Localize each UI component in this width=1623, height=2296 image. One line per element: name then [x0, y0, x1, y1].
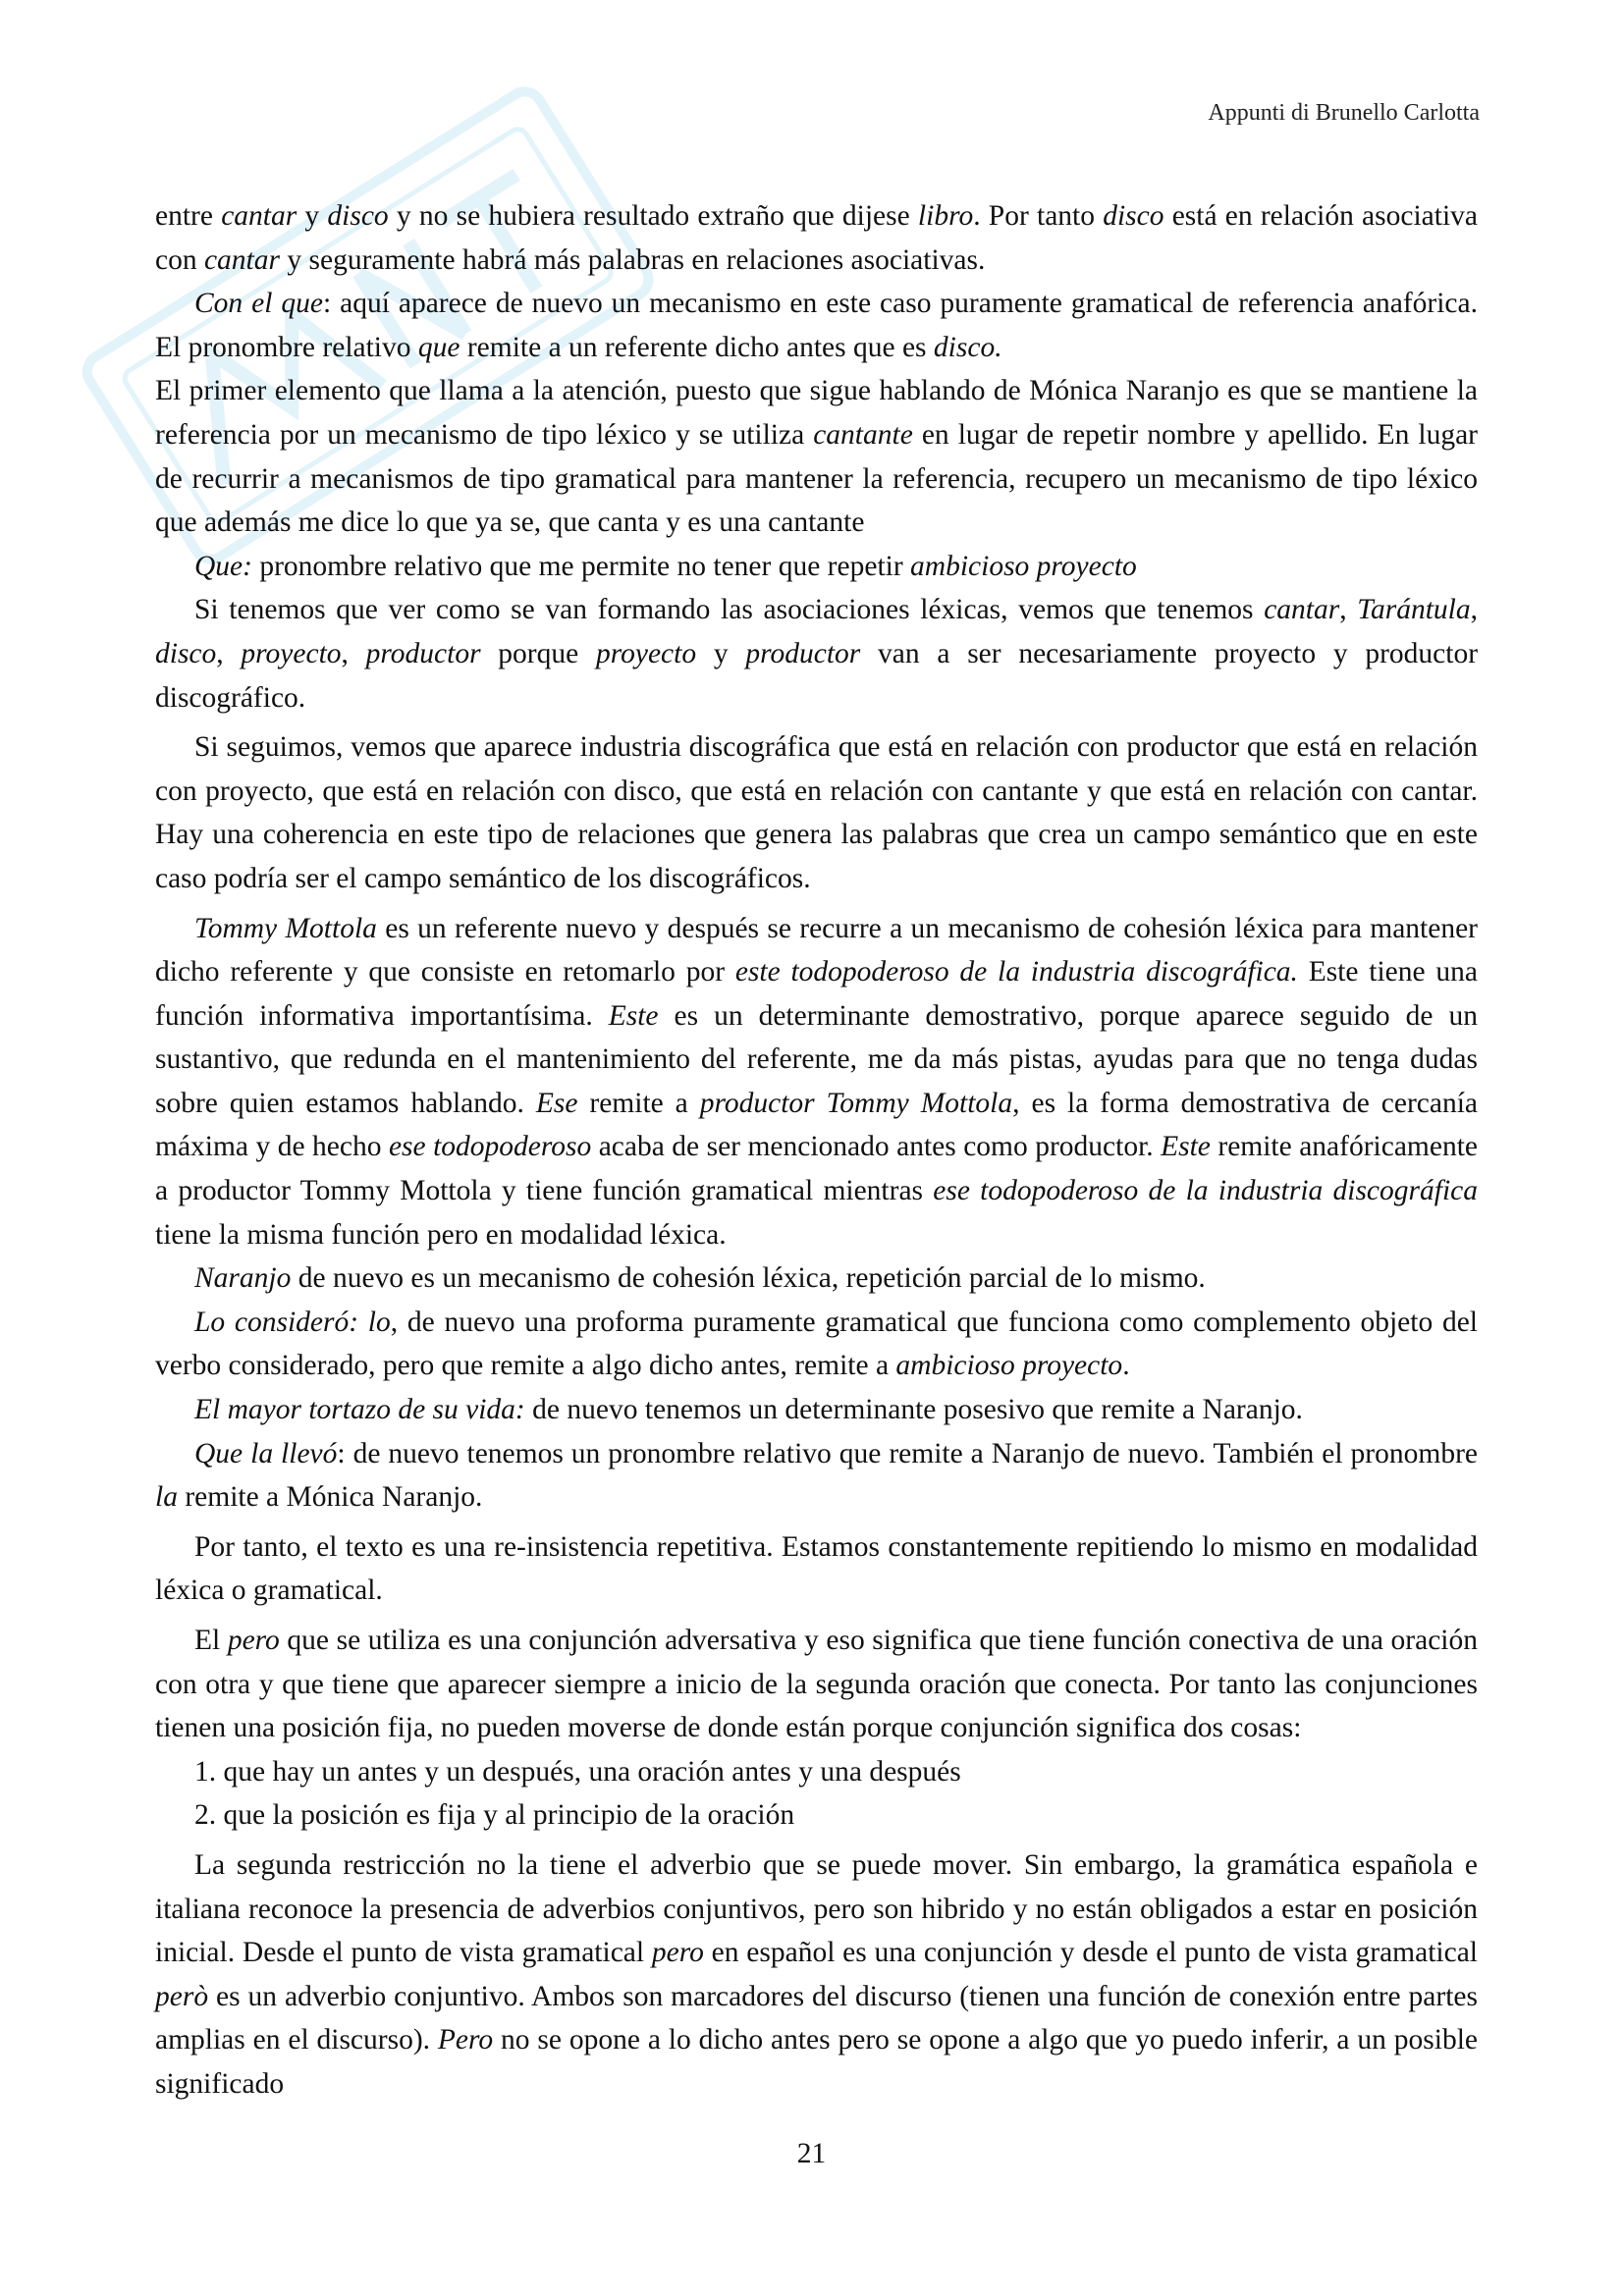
text-run: Si seguimos, vemos que aparece industria discográfica que está en relación con productor que está en relación con proyecto, que está en relación con disco, que está en relación con cantante y que está en relación con cantar. Hay una coherencia en este tipo de relaciones que genera las palabras que crea un campo semántico que en este caso podría ser el campo semántico de los discográficos.	[155, 731, 1478, 894]
text-run: está en relación asociativa con	[155, 200, 1478, 276]
paragraph	[155, 588, 1478, 720]
text-run: ,	[341, 637, 366, 669]
text-run: El primer elemento que llama a la atención, puesto que sigue hablando de Mónica Naranjo es que se mantiene la referencia por un mecanismo de tipo léxico y se utiliza	[155, 375, 1478, 451]
italic-term: Pero	[437, 2024, 494, 2056]
text-run: remite a Mónica Naranjo.	[177, 1481, 483, 1514]
paragraph	[155, 194, 1478, 282]
paragraph	[155, 282, 1478, 369]
text-run: no se opone a lo dicho antes pero se opone a algo que yo puedo inferir, a un posible significado	[155, 2024, 1478, 2100]
italic-term: ambicioso proyecto	[910, 550, 1137, 582]
italic-term: ese todopoderoso de la industria discográfica	[933, 1175, 1478, 1207]
text-run: y no se hubiera resultado extraño que dijese	[388, 200, 918, 232]
text-run: porque	[480, 637, 596, 669]
italic-term: productor	[745, 637, 861, 669]
italic-term: però	[155, 1980, 209, 2012]
italic-term: la	[155, 1481, 178, 1514]
italic-term: Tommy Mottola	[194, 912, 377, 944]
text-run: acaba de ser mencionado antes como productor.	[591, 1131, 1162, 1163]
text-run: es un determinante demostrativo, porque aparece seguido de un sustantivo, que redunda en el mantenimiento del referente, me da más pistas, ayudas para que no tenga dudas sobre quien estamos hablando.	[155, 999, 1478, 1119]
running-header: Appunti di Brunello Carlotta	[1208, 100, 1480, 126]
italic-term: cantar	[1264, 594, 1340, 626]
text-run: en español es una conjunción y desde el punto de vista gramatical	[703, 1937, 1478, 1969]
italic-term: Naranjo	[194, 1262, 292, 1295]
text-run: ,	[1470, 594, 1478, 626]
paragraph	[155, 1388, 1478, 1432]
paragraph	[155, 907, 1478, 1257]
text-run: en lugar de repetir nombre y apellido. En lugar de recurrir a mecanismos de tipo gramatical para mantener la referencia, recupero un mecanismo de tipo léxico que además me dice lo que ya se, que canta y es una cantante	[155, 418, 1478, 539]
text-run: : aquí aparece de nuevo un mecanismo en este caso puramente gramatical de referencia anafórica. El pronombre relativo	[155, 288, 1478, 363]
italic-term: este todopoderoso de la industria discográfica.	[734, 956, 1298, 988]
text-run: y	[297, 200, 328, 232]
paragraph	[155, 725, 1478, 900]
paragraph	[155, 1432, 1478, 1520]
text-run: , es la forma demostrativa de cercanía máxima y de hecho	[155, 1087, 1479, 1163]
text-run: de nuevo tenemos un determinante posesivo que remite a Naranjo.	[524, 1394, 1303, 1426]
text-run: Si tenemos que ver como se van formando las asociaciones léxicas, vemos que tenemos	[194, 594, 1265, 626]
italic-term: disco	[327, 200, 389, 232]
italic-term: El mayor tortazo de su vida:	[194, 1394, 525, 1426]
text-run: ,	[216, 637, 242, 669]
text-run: 2. que la posición es fija y al principio de la oración	[194, 1799, 795, 1832]
italic-term: Ese	[535, 1087, 578, 1119]
text-run: . Por tanto	[973, 200, 1104, 232]
paragraph	[155, 1619, 1478, 1750]
text-run: : de nuevo tenemos un pronombre relativo que remite a Naranjo de nuevo. También el pronombre	[337, 1437, 1478, 1469]
italic-term: Que:	[194, 550, 252, 582]
paragraph	[155, 1525, 1478, 1613]
italic-term: disco	[1103, 200, 1164, 232]
italic-term: ese todopoderoso	[388, 1131, 592, 1163]
body-text	[155, 194, 1478, 2107]
italic-term: productor Tommy Mottola	[699, 1087, 1013, 1119]
text-run: de nuevo es un mecanismo de cohesión léxica, repetición parcial de lo mismo.	[291, 1262, 1206, 1295]
italic-term: Que la llevó	[194, 1437, 338, 1469]
page-number: 21	[796, 2138, 827, 2169]
italic-term: Tarántula	[1357, 594, 1471, 626]
list-item	[155, 1750, 1478, 1794]
text-run: Por tanto, el texto es una re-insistencia repetitiva. Estamos constantemente repitiendo lo mismo en modalidad léxica o gramatical.	[155, 1530, 1478, 1607]
text-run: , de nuevo una proforma puramente gramatical que funciona como complemento objeto del verbo considerado, pero que remite a algo dicho antes, remite a	[155, 1306, 1478, 1382]
italic-term: libro	[917, 200, 974, 232]
italic-term: ambicioso proyecto	[895, 1350, 1123, 1382]
text-run: pronombre relativo que me permite no tener que repetir	[251, 550, 911, 582]
italic-term: cantar	[203, 243, 280, 276]
paragraph	[155, 1301, 1478, 1388]
italic-term: Lo consideró: lo	[194, 1306, 391, 1338]
italic-term: pero	[651, 1937, 704, 1969]
text-run: El	[194, 1625, 228, 1656]
paragraph	[155, 545, 1478, 589]
text-run: entre	[155, 200, 222, 232]
text-run: remite anafóricamente a productor Tommy Mottola y tiene función gramatical mientras	[155, 1131, 1478, 1207]
italic-term: cantante	[813, 418, 913, 451]
italic-term: disco.	[933, 331, 1002, 363]
text-run: 1. que hay un antes y un después, una oración antes y una después	[194, 1755, 961, 1788]
text-run: tiene la misma función pero en modalidad léxica.	[155, 1218, 727, 1251]
text-run: que se utiliza es una conjunción adversativa y eso significa que tiene función conectiva de una oración con otra y que tiene que aparecer siempre a inicio de la segunda oración que conecta. Por tanto las conjunciones tienen una posición fija, no pueden moverse de donde están porque conjunción significa dos cosas:	[155, 1625, 1478, 1744]
text-run: .	[1122, 1350, 1130, 1382]
paragraph	[155, 1843, 1478, 2107]
italic-term: que	[417, 331, 460, 363]
text-run: ,	[1339, 594, 1358, 626]
text-run: Este tiene una función informativa importantísima.	[155, 956, 1478, 1032]
italic-term: proyecto	[595, 637, 697, 669]
italic-term: productor	[365, 637, 481, 669]
italic-term: Este	[1161, 1131, 1211, 1163]
italic-term: Este	[608, 999, 659, 1032]
paragraph	[155, 369, 1478, 544]
italic-term: cantar	[221, 200, 298, 232]
text-run: van a ser necesariamente proyecto y productor discográfico.	[155, 637, 1479, 714]
italic-term: pero	[227, 1625, 280, 1656]
text-run: y	[696, 637, 746, 669]
text-run: es un adverbio conjuntivo. Ambos son marcadores del discurso (tienen una función de conexión entre partes amplias en el discurso).	[155, 1980, 1478, 2056]
italic-term: Con el que	[194, 288, 323, 320]
text-run: La segunda restricción no la tiene el adverbio que se puede mover. Sin embargo, la gramática española e italiana reconoce la presencia de adverbios conjuntivos, pero son hibrido y no están obligados a estar en posición inicial. Desde el punto de vista gramatical	[155, 1848, 1478, 1969]
list-item	[155, 1793, 1478, 1838]
text-run: remite a un referente dicho antes que es	[460, 331, 934, 363]
text-run: remite a	[577, 1087, 700, 1119]
italic-term: disco	[155, 637, 217, 669]
text-run: y seguramente habrá más palabras en relaciones asociativas.	[280, 243, 986, 276]
text-run: es un referente nuevo y después se recurre a un mecanismo de cohesión léxica para mantener dicho referente y que consiste en retomarlo por	[155, 912, 1479, 988]
paragraph	[155, 1256, 1478, 1301]
italic-term: proyecto	[241, 637, 342, 669]
